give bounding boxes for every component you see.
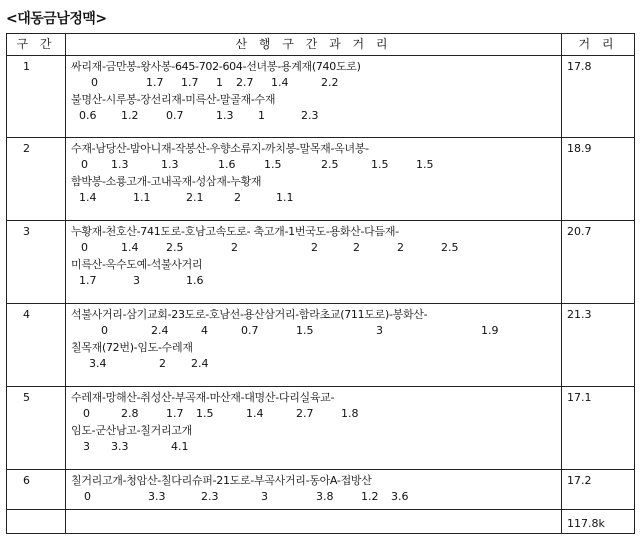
segment-distance: 0 [83,407,90,420]
segment-distance: 2.4 [151,324,169,337]
segment-distance: 3.8 [316,490,334,503]
table-row [7,304,635,387]
page-title: <대동금남정맥> [6,11,107,27]
segment-distances [71,156,557,174]
section-distance: 21.3 [562,304,635,387]
segment-distance: 2.1 [186,191,204,204]
route-table [6,33,635,534]
segment-distance: 1.1 [133,191,151,204]
segment-distance: 2 [311,241,318,254]
table-row [7,138,635,221]
segment-distance: 3 [133,274,140,287]
header-section: 구 간 [7,34,66,56]
segment-distance: 4.1 [171,440,189,453]
table-header-row [7,34,635,56]
segment-distance: 3.6 [391,490,409,503]
section-distance: 17.1 [562,387,635,470]
table-row [7,387,635,470]
route-line: 석불사거리-삼기교회-23도로-호남선-용산삼거리-함라초교(711도로)-봉화산- [71,308,428,321]
segment-distance: 2.3 [201,490,219,503]
segment-distance: 1.5 [416,158,434,171]
route-path [66,221,562,304]
segment-distances [71,405,557,423]
total-distance: 117.8k [562,510,635,534]
segment-distance: 0.7 [241,324,259,337]
segment-distance: 1.4 [246,407,264,420]
route-line: 불명산-시루봉-장선리재-미륵산-말골재-수재 [71,93,276,106]
segment-distance: 1.8 [341,407,359,420]
route-line: 함박봉-소룡고개-고내곡재-성삼재-누황재 [71,175,262,188]
route-line: 칠거리고개-청암산-칠다리슈퍼-21도로-부곡사거리-동아A-접방산 [71,474,372,487]
segment-distance: 1.2 [121,109,139,122]
segment-distance: 3.4 [89,357,107,370]
segment-distance: 2 [397,241,404,254]
segment-distance: 2.4 [191,357,209,370]
segment-distances [71,107,557,125]
segment-distances [71,488,557,506]
segment-distance: 1.7 [166,407,184,420]
segment-distances [71,272,557,290]
segment-distance: 2.2 [321,76,339,89]
segment-distance: 1.7 [146,76,164,89]
segment-distance: 2.5 [441,241,459,254]
segment-distance: 3 [83,440,90,453]
route-line: 미륵산-옥수도예-석불사거리 [71,258,203,271]
segment-distance: 2.8 [121,407,139,420]
segment-distance: 1.5 [371,158,389,171]
segment-distance: 2 [234,191,241,204]
segment-distance: 3.3 [111,440,129,453]
segment-distance: 1.4 [121,241,139,254]
route-path [66,138,562,221]
segment-distance: 0.6 [79,109,97,122]
route-path [66,387,562,470]
table-row [7,221,635,304]
segment-distance: 1.4 [271,76,289,89]
segment-distance: 3.3 [148,490,166,503]
section-distance: 17.2 [562,470,635,510]
section-number: 3 [7,221,66,304]
segment-distance: 0.7 [166,109,184,122]
section-number: 5 [7,387,66,470]
route-line: 수재-남당산-밤아니재-작봉산-우향소류지-까치봉-말목재-옥녀봉- [71,142,369,155]
table-row [7,56,635,138]
segment-distance: 4 [201,324,208,337]
section-number: 1 [7,56,66,138]
section-number: 4 [7,304,66,387]
segment-distances [71,355,557,373]
segment-distance: 1.5 [296,324,314,337]
segment-distance: 2 [159,357,166,370]
segment-distance: 0 [91,76,98,89]
segment-distance: 0 [84,490,91,503]
total-row [7,510,635,534]
segment-distance: 2 [353,241,360,254]
segment-distances [71,239,557,257]
route-line: 임도-군산남고-칠거리고개 [71,424,192,437]
header-distance: 거 리 [562,34,635,56]
segment-distance: 1.1 [276,191,294,204]
section-number: 2 [7,138,66,221]
segment-distances [71,74,557,92]
segment-distance: 2.3 [301,109,319,122]
segment-distance: 2.7 [236,76,254,89]
route-path [66,56,562,138]
segment-distance: 1.2 [361,490,379,503]
segment-distance: 1.5 [264,158,282,171]
segment-distance: 3 [261,490,268,503]
segment-distance: 2 [231,241,238,254]
segment-distances [71,438,557,456]
route-line: 누황재-천호산-741도로-호남고속도로- 축고개-1번국도-용화산-다듬재- [71,225,399,238]
segment-distance: 1 [258,109,265,122]
header-path: 산 행 구 간 과 거 리 [66,34,562,56]
segment-distance: 3 [376,324,383,337]
segment-distance: 1.6 [186,274,204,287]
segment-distance: 1.4 [79,191,97,204]
section-distance: 18.9 [562,138,635,221]
section-distance: 20.7 [562,221,635,304]
segment-distance: 1.5 [196,407,214,420]
segment-distances [71,189,557,207]
segment-distance: 0 [101,324,108,337]
segment-distance: 1.7 [181,76,199,89]
segment-distance: 1.7 [79,274,97,287]
segment-distance: 1.3 [111,158,129,171]
route-line: 수레재-망해산-취성산-부곡재-마산재-대명산-다리실육교- [71,391,335,404]
route-line: 싸리재-금만봉-왕사봉-645-702-604-선녀봉-용계재(740도로) [71,60,361,73]
segment-distance: 0 [81,241,88,254]
segment-distance: 2.7 [296,407,314,420]
segment-distance: 2.5 [166,241,184,254]
segment-distance: 1 [216,76,223,89]
segment-distance: 1.6 [218,158,236,171]
table-row [7,470,635,510]
segment-distance: 0 [81,158,88,171]
section-number: 6 [7,470,66,510]
segment-distances [71,322,557,340]
route-path [66,304,562,387]
segment-distance: 1.3 [161,158,179,171]
segment-distance: 1.3 [216,109,234,122]
segment-distance: 2.5 [321,158,339,171]
route-line: 칠목재(72번)-임도-수레재 [71,341,193,354]
segment-distance: 1.9 [481,324,499,337]
section-distance: 17.8 [562,56,635,138]
route-path [66,470,562,510]
